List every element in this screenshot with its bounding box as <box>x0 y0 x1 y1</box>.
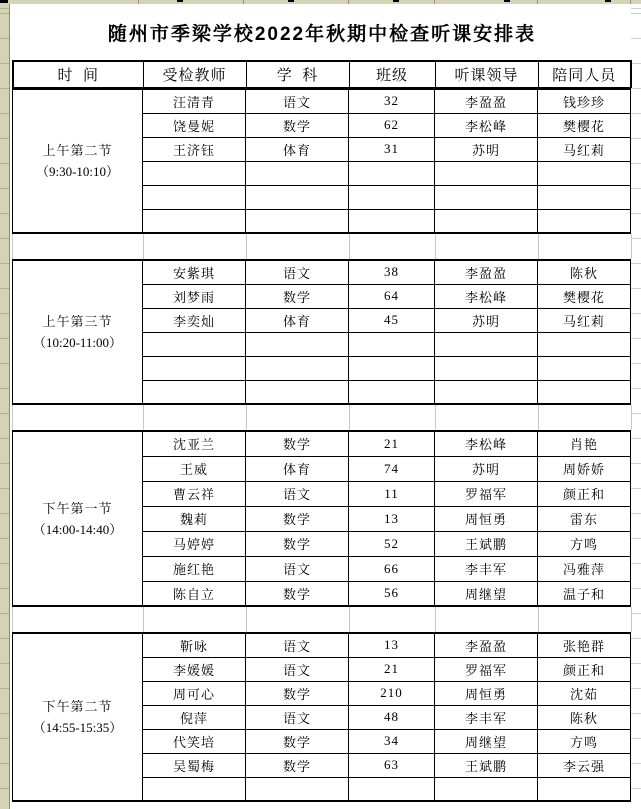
col-header-subject: 学 科 <box>246 61 349 88</box>
col-header-time: 时 间 <box>13 61 143 88</box>
subject-cell <box>246 332 349 356</box>
class-cell <box>349 380 435 404</box>
spreadsheet-left-margin-strip <box>0 4 10 809</box>
subject-cell: 数学 <box>246 729 349 753</box>
schedule-section-1 <box>12 88 631 234</box>
companion-cell: 张艳群 <box>538 633 631 657</box>
subject-cell: 语文 <box>246 481 349 506</box>
companion-cell: 方鸣 <box>538 729 631 753</box>
leader-cell: 李松峰 <box>435 431 538 456</box>
companion-cell: 颜正和 <box>538 481 631 506</box>
teacher-cell <box>143 380 246 404</box>
leader-cell <box>435 209 538 233</box>
subject-cell: 语文 <box>246 657 349 681</box>
table-row <box>13 431 631 456</box>
leader-cell <box>435 777 538 801</box>
leader-cell: 周恒勇 <box>435 681 538 705</box>
leader-cell: 李盈盈 <box>435 633 538 657</box>
companion-cell <box>538 161 631 185</box>
subject-cell: 数学 <box>246 113 349 137</box>
class-cell: 34 <box>349 729 435 753</box>
time-cell <box>13 633 143 801</box>
spreadsheet-right-margin-strip <box>631 4 641 809</box>
teacher-cell: 刘梦雨 <box>143 284 246 308</box>
companion-cell <box>538 185 631 209</box>
session-time-range: （10:20-11:00） <box>32 335 123 350</box>
teacher-cell: 代笑培 <box>143 729 246 753</box>
session-label: 上午第二节 <box>42 143 113 158</box>
teacher-cell: 吴蜀梅 <box>143 753 246 777</box>
class-cell: 56 <box>349 581 435 606</box>
leader-cell: 周继望 <box>435 729 538 753</box>
page-title: 随州市季梁学校2022年秋期中检查听课安排表 <box>107 23 537 45</box>
leader-cell: 李丰军 <box>435 705 538 729</box>
leader-cell: 李丰军 <box>435 556 538 581</box>
time-cell <box>13 260 143 404</box>
class-cell: 64 <box>349 284 435 308</box>
leader-cell: 苏明 <box>435 308 538 332</box>
col-header-leader: 听课领导 <box>435 61 538 88</box>
class-cell <box>349 777 435 801</box>
class-cell: 31 <box>349 137 435 161</box>
table-row <box>13 89 631 113</box>
companion-cell: 冯雅萍 <box>538 556 631 581</box>
time-cell <box>13 89 143 233</box>
subject-cell: 数学 <box>246 581 349 606</box>
class-cell: 13 <box>349 506 435 531</box>
leader-cell: 周恒勇 <box>435 506 538 531</box>
schedule-page <box>12 4 632 802</box>
subject-cell: 语文 <box>246 556 349 581</box>
class-cell: 63 <box>349 753 435 777</box>
teacher-cell: 李媛媛 <box>143 657 246 681</box>
subject-cell: 语文 <box>246 705 349 729</box>
class-cell: 62 <box>349 113 435 137</box>
time-cell <box>13 431 143 606</box>
class-cell <box>349 356 435 380</box>
leader-cell: 罗福军 <box>435 481 538 506</box>
companion-cell: 陈秋 <box>538 705 631 729</box>
companion-cell: 李云强 <box>538 753 631 777</box>
leader-cell: 李盈盈 <box>435 260 538 284</box>
teacher-cell: 李奕灿 <box>143 308 246 332</box>
companion-cell <box>538 356 631 380</box>
class-cell: 38 <box>349 260 435 284</box>
class-cell: 48 <box>349 705 435 729</box>
leader-cell: 李松峰 <box>435 113 538 137</box>
session-label: 下午第二节 <box>42 699 113 714</box>
teacher-cell: 饶曼妮 <box>143 113 246 137</box>
class-cell: 11 <box>349 481 435 506</box>
subject-cell <box>246 777 349 801</box>
session-label: 上午第三节 <box>42 314 113 329</box>
teacher-cell: 施红艳 <box>143 556 246 581</box>
teacher-cell <box>143 185 246 209</box>
companion-cell: 樊樱花 <box>538 284 631 308</box>
leader-cell: 周继望 <box>435 581 538 606</box>
subject-cell: 数学 <box>246 506 349 531</box>
schedule-sections <box>12 88 632 802</box>
subject-cell: 语文 <box>246 633 349 657</box>
teacher-cell: 马婷婷 <box>143 531 246 556</box>
class-cell: 32 <box>349 89 435 113</box>
col-header-teacher: 受检教师 <box>143 61 246 88</box>
leader-cell <box>435 332 538 356</box>
teacher-cell: 王威 <box>143 456 246 481</box>
companion-cell: 雷东 <box>538 506 631 531</box>
companion-cell: 马红莉 <box>538 308 631 332</box>
teacher-cell: 周可心 <box>143 681 246 705</box>
subject-cell: 数学 <box>246 531 349 556</box>
subject-cell: 数学 <box>246 681 349 705</box>
col-header-class: 班级 <box>349 61 435 88</box>
schedule-section-3 <box>12 430 631 607</box>
companion-cell: 沈茹 <box>538 681 631 705</box>
subject-cell <box>246 356 349 380</box>
schedule-section-4 <box>12 632 631 802</box>
teacher-cell <box>143 161 246 185</box>
leader-cell: 苏明 <box>435 137 538 161</box>
companion-cell <box>538 380 631 404</box>
teacher-cell: 陈自立 <box>143 581 246 606</box>
teacher-cell <box>143 777 246 801</box>
leader-cell <box>435 185 538 209</box>
class-cell: 45 <box>349 308 435 332</box>
companion-cell: 颜正和 <box>538 657 631 681</box>
leader-cell: 苏明 <box>435 456 538 481</box>
class-cell: 21 <box>349 657 435 681</box>
table-row <box>13 633 631 657</box>
companion-cell: 樊樱花 <box>538 113 631 137</box>
companion-cell: 陈秋 <box>538 260 631 284</box>
class-cell: 13 <box>349 633 435 657</box>
subject-cell: 数学 <box>246 753 349 777</box>
companion-cell: 温子和 <box>538 581 631 606</box>
subject-cell: 体育 <box>246 308 349 332</box>
subject-cell <box>246 185 349 209</box>
companion-cell <box>538 332 631 356</box>
class-cell <box>349 185 435 209</box>
companion-cell <box>538 777 631 801</box>
leader-cell <box>435 380 538 404</box>
teacher-cell: 曹云祥 <box>143 481 246 506</box>
teacher-cell: 魏莉 <box>143 506 246 531</box>
teacher-cell <box>143 209 246 233</box>
schedule-header-row <box>12 60 632 88</box>
subject-cell: 数学 <box>246 431 349 456</box>
leader-cell <box>435 161 538 185</box>
session-label: 下午第一节 <box>42 500 113 516</box>
teacher-cell: 安紫琪 <box>143 260 246 284</box>
teacher-cell: 沈亚兰 <box>143 431 246 456</box>
subject-cell: 体育 <box>246 456 349 481</box>
session-time-range: （9:30-10:10） <box>35 164 120 179</box>
class-cell: 210 <box>349 681 435 705</box>
teacher-cell: 靳咏 <box>143 633 246 657</box>
schedule-section-2 <box>12 259 631 405</box>
table-row <box>13 260 631 284</box>
companion-cell: 周娇娇 <box>538 456 631 481</box>
class-cell <box>349 332 435 356</box>
teacher-cell <box>143 356 246 380</box>
leader-cell: 王斌鹏 <box>435 753 538 777</box>
leader-cell <box>435 356 538 380</box>
class-cell <box>349 161 435 185</box>
class-cell: 21 <box>349 431 435 456</box>
leader-cell: 罗福军 <box>435 657 538 681</box>
sheet-spacer-row <box>12 234 632 259</box>
subject-cell <box>246 380 349 404</box>
leader-cell: 李盈盈 <box>435 89 538 113</box>
subject-cell: 语文 <box>246 89 349 113</box>
class-cell: 52 <box>349 531 435 556</box>
subject-cell <box>246 161 349 185</box>
teacher-cell: 王济钰 <box>143 137 246 161</box>
teacher-cell <box>143 332 246 356</box>
sheet-spacer-row <box>12 607 632 632</box>
class-cell: 74 <box>349 456 435 481</box>
class-cell: 66 <box>349 556 435 581</box>
companion-cell: 方鸣 <box>538 531 631 556</box>
sheet-spacer-row <box>12 405 632 430</box>
companion-cell: 马红莉 <box>538 137 631 161</box>
subject-cell: 数学 <box>246 284 349 308</box>
leader-cell: 李松峰 <box>435 284 538 308</box>
subject-cell: 语文 <box>246 260 349 284</box>
session-time-range: （14:55-15:35） <box>32 720 123 735</box>
companion-cell: 钱珍珍 <box>538 89 631 113</box>
class-cell <box>349 209 435 233</box>
companion-cell <box>538 209 631 233</box>
leader-cell: 王斌鹏 <box>435 531 538 556</box>
session-time-range: （14:00-14:40） <box>32 521 123 537</box>
col-header-companion: 陪同人员 <box>538 61 631 88</box>
teacher-cell: 倪萍 <box>143 705 246 729</box>
companion-cell: 肖艳 <box>538 431 631 456</box>
subject-cell <box>246 209 349 233</box>
teacher-cell: 汪清青 <box>143 89 246 113</box>
subject-cell: 体育 <box>246 137 349 161</box>
